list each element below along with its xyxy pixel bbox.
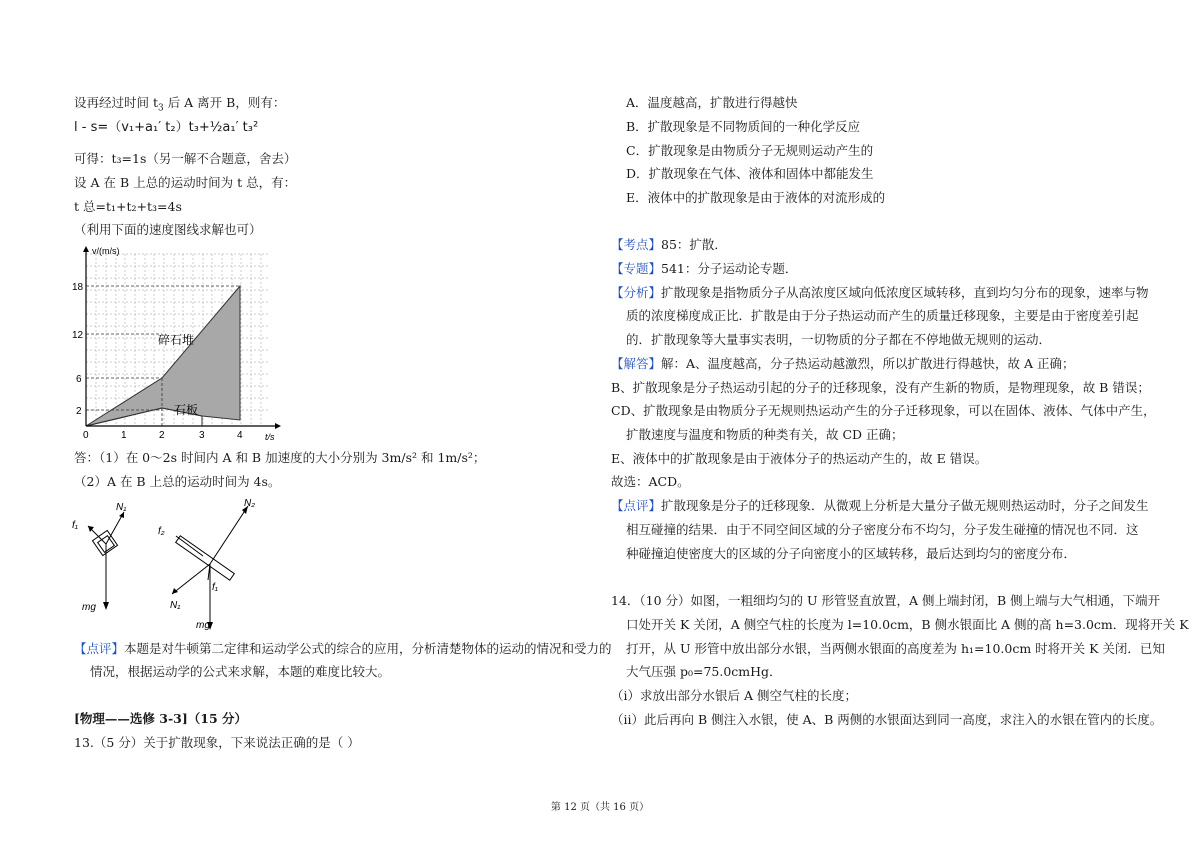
question-14-part-ii: （ii）此后再向 B 侧注入水银，使 A、B 两侧的水银面达到同一高度，求注入的水银在管内的长度。 <box>611 712 1163 727</box>
jieda-line: CD、扩散现象是由物质分子无规则热运动产生的分子迁移现象，可以在固体、液体、气体中产生， <box>611 403 1156 418</box>
x-tick: 4 <box>237 430 243 441</box>
x-tick: 0 <box>83 430 89 441</box>
free-body-diagrams <box>68 494 268 634</box>
shaded-area <box>86 286 240 426</box>
page-footer: 第 12 页（共 16 页） <box>550 802 650 813</box>
label-upper: 碎石堆 <box>158 333 195 347</box>
section-heading: [物理——选修 3-3]（15 分） <box>74 711 248 726</box>
question-14-line: 口处开关 K 关闭，A 侧空气柱的长度为 l=10.0cm，B 侧水银面比 A 侧的高 h=3.0cm．现将开关 K <box>626 617 1189 632</box>
text-line: （利用下面的速度图线求解也可） <box>74 222 262 237</box>
text-line: 可得：t₃=1s（另一解不合题意，舍去） <box>74 151 297 166</box>
x-tick: 3 <box>199 430 205 441</box>
option-c: C．扩散现象是由物质分子无规则运动产生的 <box>626 143 874 158</box>
jieda-line: E、液体中的扩散现象是由于液体分子的热运动产生的，故 E 错误。 <box>611 451 988 466</box>
dianping-line: 相互碰撞的结果．由于不同空间区域的分子密度分布不均匀，分子发生碰撞的情况也不同．这 <box>626 522 1139 537</box>
text-line: 设 A 在 B 上总的运动时间为 t 总，有： <box>74 175 297 190</box>
label-f1: f₁ <box>72 520 78 531</box>
label-mg: mg <box>82 602 96 613</box>
review-line: 情况，根据运动学的公式来求解，本题的难度比较大。 <box>90 664 391 679</box>
jieda-line: 扩散速度与温度和物质的种类有关，故 CD 正确； <box>626 427 904 442</box>
dianping-line: 种碰撞迫使密度大的区域的分子向密度小的区域转移，最后达到均匀的密度分布． <box>626 546 1077 561</box>
question-14: 14．（10 分）如图，一粗细均匀的 U 形管竖直放置，A 侧上端封闭，B 侧上端与大气相通，下端开 <box>611 593 1161 608</box>
question-14-part-i: （i）求放出部分水银后 A 侧空气柱的长度； <box>611 688 857 703</box>
label-lower: 石板 <box>174 403 199 417</box>
text-line: 设再经过时间 $t_3$ 后 A 离开 B，则有： <box>74 95 286 114</box>
answer-1: 答：（1）在 0～2s 时间内 A 和 B 加速度的大小分别为 3m/s² 和 1m/s²； <box>74 450 486 465</box>
label-f2: f₂ <box>158 526 165 537</box>
fenxi-line: 的．扩散现象等大量事实表明，一切物质的分子都在不停地做无规则的运动． <box>626 332 1052 347</box>
y-tick: 18 <box>72 282 84 293</box>
jieda-line: B、扩散现象是分子热运动引起的分子的迁移现象，没有产生新的物质，是物理现象，故 B 错误； <box>611 380 1150 395</box>
label-N1: N₁ <box>170 600 181 611</box>
dianping: 【点评】扩散现象是分子的迁移现象．从微观上分析是大量分子做无规则热运动时，分子之间发生 <box>611 498 1149 513</box>
x-axis-label: t/s <box>265 432 275 442</box>
option-e: E．液体中的扩散现象是由于液体的对流形成的 <box>626 190 886 205</box>
question-14-line: 打开，从 U 形管中放出部分水银，当两侧水银面的高度差为 h₁=10.0cm 时将开关 K 关闭．已知 <box>626 641 1165 656</box>
text-line: t 总=t₁+t₂+t₃=4s <box>74 199 182 214</box>
label-mg: mg <box>196 620 210 631</box>
fenxi: 【分析】扩散现象是指物质分子从高浓度区域向低浓度区域转移，直到均匀分布的现象，速率与物 <box>611 285 1149 300</box>
jieda-line: 故选：ACD。 <box>611 474 690 489</box>
answer-2: （2）A 在 B 上总的运动时间为 4s。 <box>74 474 281 489</box>
label-N2: N₂ <box>244 498 256 509</box>
question-13: 13.（5 分）关于扩散现象，下来说法正确的是（ ） <box>74 735 360 750</box>
label-N1: N₁ <box>116 502 127 513</box>
jieda: 【解答】解：A、温度越高，分子热运动越激烈，所以扩散进行得越快，故 A 正确； <box>611 356 1075 371</box>
velocity-time-graph <box>70 244 290 442</box>
label-f1: f₁ <box>212 582 218 593</box>
review-line: 【点评】本题是对牛顿第二定律和运动学公式的综合的应用，分析清楚物体的运动的情况和受力的 <box>74 641 612 656</box>
zhuanti: 【专题】541：分子运动论专题． <box>611 261 798 276</box>
x-tick: 1 <box>121 430 127 441</box>
y-axis-label: v/(m/s) <box>92 246 120 256</box>
y-tick: 6 <box>76 374 82 385</box>
y-tick: 2 <box>76 406 82 417</box>
option-b: B．扩散现象是不同物质间的一种化学反应 <box>626 119 861 134</box>
formula: l - s=（v₁+a₁′ t₂）t₃+½a₁′ t₃² <box>74 120 259 135</box>
y-tick: 12 <box>72 330 84 341</box>
option-d: D．扩散现象在气体、液体和固体中都能发生 <box>626 166 874 181</box>
option-a: A．温度越高，扩散进行得越快 <box>626 95 798 110</box>
x-tick: 2 <box>159 430 165 441</box>
kaodian: 【考点】85：扩散． <box>611 237 727 252</box>
question-14-line: 大气压强 p₀=75.0cmHg． <box>626 664 782 679</box>
fenxi-line: 质的浓度梯度成正比．扩散是由于分子热运动而产生的质量迁移现象，主要是由于密度差引起 <box>626 308 1139 323</box>
